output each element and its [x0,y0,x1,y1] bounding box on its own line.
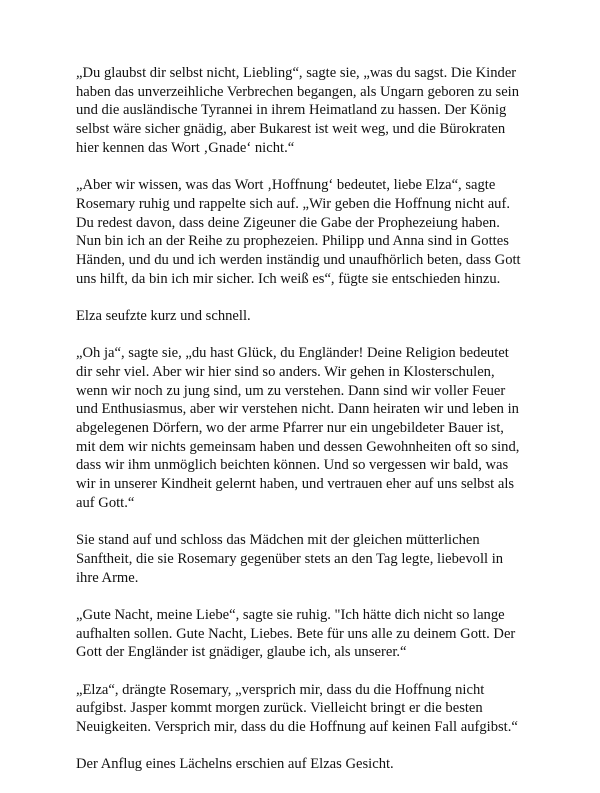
text-line: wir in unserer Kindheit gelernt haben, und vertrauen eher auf uns selbst als [76,476,515,493]
paragraph [76,606,536,662]
text-line: wenn wir noch zu jung sind, um zu verstehen. Dann sind wir voller Feuer [76,382,506,399]
text-line: „Gute Nacht, meine Liebe“, sagte sie ruhig. "Ich hätte dich nicht so lange [76,606,505,623]
paragraph [76,681,536,737]
text-line: abgelegenen Dörfern, wo der arme Pfarrer nur ein ungebildeter Bauer ist, [76,420,504,437]
text-line: auf Gott.“ [76,494,135,511]
text-line: „Aber wir wissen, was das Wort ‚Hoffnung‘ bedeutet, liebe Elza“, sagte [76,177,496,194]
text-line: uns hilft, da bin ich mir sicher. Ich weiß es“, fügte sie entschieden hinzu. [76,270,501,287]
paragraph [76,531,536,587]
text-line: mit dem wir nichts gemeinsam haben und dessen Gewohnheiten oft so sind, [76,438,520,455]
paragraph [76,307,536,326]
text-line: Sanftheit, die sie Rosemary gegenüber stets an den Tag legte, liebevoll in [76,550,504,567]
text-line: „Elza“, drängte Rosemary, „versprich mir, dass du die Hoffnung nicht [76,681,485,698]
text-line: „Du glaubst dir selbst nicht, Liebling“, sagte sie, „was du sagst. Die Kinder [76,65,517,81]
text-line: haben das unverzeihliche Verbrechen begangen, als Ungarn geboren zu sein [76,83,520,100]
text-line: Nun bin ich an der Reihe zu prophezeien. Philipp und Anna sind in Gottes [76,233,509,250]
text-line: hier kennen das Wort ‚Gnade‘ nicht.“ [76,139,295,156]
text-line: aufgibst. Jasper kommt morgen zurück. Vielleicht bringt er die besten [76,700,483,717]
text-line: aufhalten sollen. Gute Nacht, Liebes. Bete für uns alle zu deinem Gott. Der [76,625,516,642]
text-line: Gott der Engländer ist gnädiger, glaube ich, als unserer.“ [76,644,407,661]
text-line: Der Anflug eines Lächelns erschien auf Elzas Gesicht. [76,756,394,773]
text-line: Sie stand auf und schloss das Mädchen mit der gleichen mütterlichen [76,532,480,549]
text-line: selbst wäre sicher gnädig, aber Bukarest ist weit weg, und die Bürokraten [76,121,506,138]
text-line: Rosemary ruhig und rappelte sich auf. „Wir geben die Hoffnung nicht auf. [76,195,510,212]
paragraph [76,64,536,158]
text-line: Elza seufzte kurz und schnell. [76,307,251,324]
text-line: dir sehr viel. Aber wir hier sind so anders. Wir gehen in Klosterschulen, [76,363,495,380]
text-line: Neuigkeiten. Versprich mir, dass du die Hoffnung auf keinen Fall aufgibst.“ [76,718,518,735]
text-line: und Enthusiasmus, aber wir verstehen nicht. Dann heiraten wir und leben in [76,401,519,418]
text-line: und die ausländische Tyrannei in ihrem Heimatland zu hassen. Der König [76,102,507,119]
text-line: Händen, und du und ich werden inständig und unaufhörlich beten, dass Gott [76,251,521,268]
text-line: Du redest davon, dass deine Zigeuner die Gabe der Prophezeiung haben. [76,214,500,231]
text-line: dass wir ihm unmöglich beichten können. Und so vergessen wir bald, was [76,457,509,474]
text-line: ihre Arme. [76,569,139,586]
paragraph [76,344,536,512]
paragraph [76,755,536,774]
document-page [76,64,536,793]
text-line: „Oh ja“, sagte sie, „du hast Glück, du Engländer! Deine Religion bedeutet [76,345,509,362]
paragraph [76,176,536,288]
